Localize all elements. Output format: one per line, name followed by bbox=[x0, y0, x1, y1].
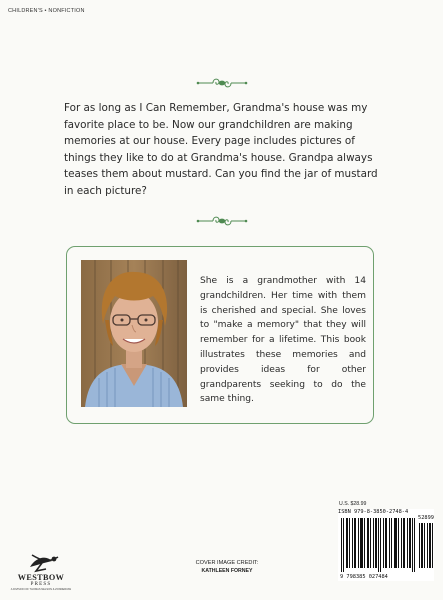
cover-credit-label: COVER IMAGE CREDIT: bbox=[195, 560, 259, 566]
isbn-addon-digits: 52899 bbox=[418, 515, 434, 521]
ornament-flourish-icon bbox=[196, 215, 248, 227]
author-photo bbox=[81, 260, 187, 407]
category-label: CHILDREN'S • NONFICTION bbox=[8, 8, 85, 14]
back-cover-blurb: For as long as I Can Remember, Grandma's house was my favorite place to be. Now our grandchildren are making memories at our house. Every page includes pictures of things they like to do at Grandma's house. Grandpa always teases them about mustard. Can you find the jar of mustard in each picture? bbox=[64, 102, 378, 197]
price-label: U.S. $28.99 bbox=[339, 501, 367, 507]
author-bio: She is a grandmother with 14 grandchildren. Her time with them is cherished and special. She loves to "make a memory" that they will remember for a lifetime. This book illustrates these memories and provides ideas for other grandparents seeking to do the same thing. bbox=[200, 276, 366, 405]
barcode-digits: 9 798385 027484 bbox=[340, 574, 388, 580]
cover-credit-name: KATHLEEN FORNEY bbox=[201, 568, 253, 574]
publisher-press: PRESS bbox=[30, 582, 52, 587]
isbn-text: ISBN 979-8-3850-2748-4 bbox=[338, 509, 409, 515]
publisher-name: WESTBOW bbox=[17, 573, 65, 582]
barcode-icon bbox=[338, 516, 434, 574]
publisher-tagline: A DIVISION OF THOMAS NELSON & ZONDERVAN bbox=[10, 588, 72, 591]
ornament-flourish-icon bbox=[196, 77, 248, 89]
cover-credit bbox=[183, 560, 271, 574]
